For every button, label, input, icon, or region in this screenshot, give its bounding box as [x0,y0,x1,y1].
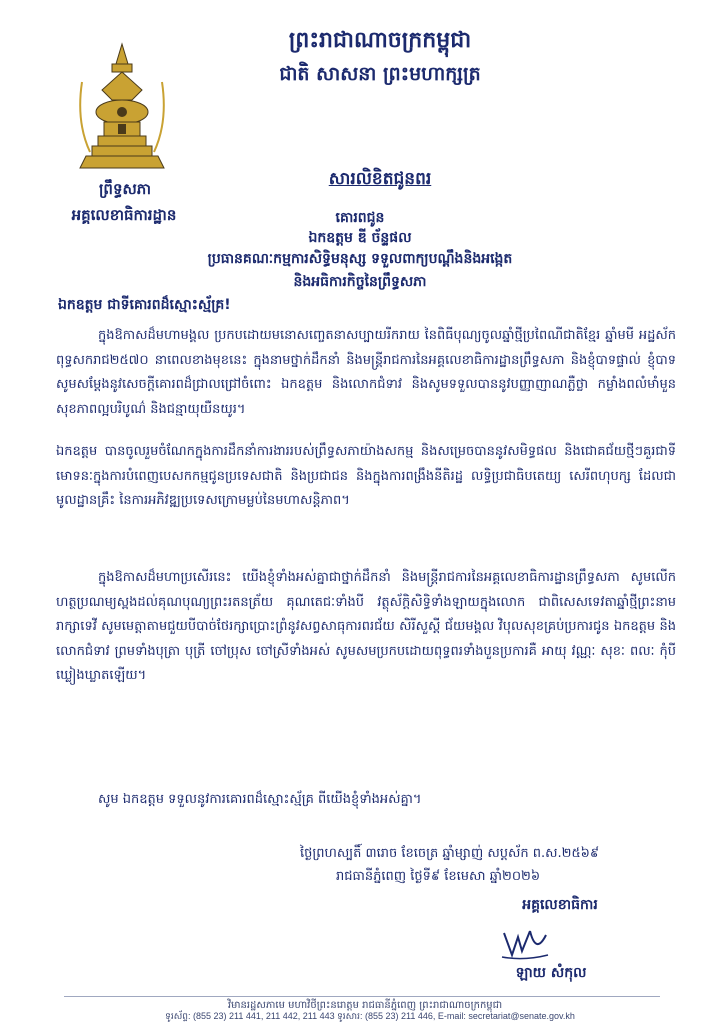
body-paragraph-2: ឯកឧត្តម បានចូលរួមចំណែកក្នុងការដឹកនាំការងាររបស់ព្រឹទ្ធសភាយ៉ាងសកម្ម និងសម្រេចបាននូវសមិទ្ធផល និងជោគជ័យថ្មីៗគួរជាទីមោទនៈក្នុងការបំពេញបេសកកម្មជូនប្រទេសជាតិ និងប្រជាជន និងក្នុងការពង្រឹងនីតិរដ្ឋ លទ្ធិប្រជាធិបតេយ្យ សេរីពហុបក្ស ដែលជាមូលដ្ឋានគ្រឹះ នៃការអភិវឌ្ឍប្រទេសក្រោមម្លប់នៃមហាសន្តិភាព។ [56,444,676,508]
body-paragraph-3: ក្នុងឱកាសដ៏មហាប្រសើរនេះ យើងខ្ញុំទាំងអស់គ្នាជាថ្នាក់ដឹកនាំ និងមន្ត្រីរាជការនៃអគ្គលេខាធិការដ្ឋានព្រឹទ្ធសភា សូមលើកហត្ថប្រណម្យស្ពងដល់គុណបុណ្យព្រះរតនត្រ័យ គុណតេជៈទាំងបី វត្ថុស័ក្តិសិទ្ធិទាំងឡាយក្នុងលោក ជាពិសេសទេវតាឆ្នាំថ្មីព្រះនាម រាក្សាទេវី សូមមេត្តាតាមជួយបីបាច់ថែរក្សាប្រោះព្រំនូវសព្វសាធុការពរជ័យ សិរីសួស្តី ជ័យមង្គល វិបុលសុខគ្រប់ប្រការជូន ឯកឧត្តម និងលោកជំទាវ ព្រមទាំងបុត្រា បុត្រី ចៅប្រុស ចៅស្រីទាំងអស់ សូមសមប្រកបដោយពុទ្ធពរទាំងបួនប្រការគឺ អាយុ វណ្ណៈ សុខៈ ពលៈ កុំបីឃ្លៀងឃ្លាតឡើយ។ [56,570,676,683]
footer-address: វិមានរដ្ឋសភាមេ មហាវិថីព្រះនរោត្តម រាជធានីភ្នំពេញ ព្រះរាជាណាចក្រកម្ពុជា [227,1000,503,1011]
respectfully-label: គោរពជូន [335,210,385,226]
signatory-name: ឡាយ សំកុល [515,965,587,981]
senate-emblem-icon [72,42,172,174]
recipient-position-line2: និងអធិការកិច្ចនៃព្រឹទ្ធសភា [293,274,427,290]
solar-date: រាជធានីភ្នំពេញ ថ្ងៃទី៩ ខែមេសា ឆ្នាំ២០២៦ [336,869,541,884]
org-department: អគ្គលេខាធិការដ្ឋាន [71,206,177,224]
document-type-title: សារលិខិតជូនពរ [328,169,432,189]
salutation: ឯកឧត្តម ជាទីគោរពដ៏ស្មោះស្ម័គ្រ! [58,297,231,313]
footer-divider [64,996,660,997]
handwritten-signature-icon [500,925,550,963]
footer-contact: ទូរស័ព្ទ: (855 23) 211 441, 211 442, 211 443 ទូរសារ: (855 23) 211 446, E-mail: secretariat@senate.gov.kh [165,1011,575,1021]
kingdom-heading: ព្រះរាជាណាចក្រកម្ពុជា [288,28,472,53]
body-paragraph-1: ក្នុងឱកាសដ៏មហាមង្គល ប្រកបដោយមនោសញ្ចេតនាសប្បាយរីករាយ នៃពិធីបុណ្យចូលឆ្នាំថ្មីប្រពៃណីជាតិខ្មែរ ឆ្នាំមមី អដ្ឋស័ក ពុទ្ធសករាជ២៥៧០ នាពេលខាងមុខនេះ ក្នុងនាមថ្នាក់ដឹកនាំ និងមន្ត្រីរាជការនៃអគ្គលេខាធិការដ្ឋានព្រឹទ្ធសភា និងខ្ញុំបាទផ្ទាល់ ខ្ញុំបាទសូមសម្តែងនូវសេចក្តីគោរពដ៏ជ្រាលជ្រៅចំពោះ ឯកឧត្តម និងលោកជំទាវ និងសូមទទួលបាននូវបញ្ញាញាណភ្លឺថ្លា កម្លាំងពលំមាំមួន សុខភាពល្អបរិបូណ៌ និងជន្មាយុយឺនយូរ។ [56,328,676,417]
recipient-name: ឯកឧត្តម ឌី ច័ន្ទផល [308,230,412,246]
signatory-title: អគ្គលេខាធិការ [522,897,598,913]
lunar-date: ថ្ងៃព្រហស្បតិ៍ ៣រោច ខែចេត្រ ឆ្នាំម្សាញ់ សប្តស័ក ព.ស.២៥៦៩ [300,846,600,861]
org-name: ព្រឹទ្ធសភា [98,180,152,198]
national-motto: ជាតិ សាសនា ព្រះមហាក្សត្រ [279,63,481,85]
recipient-position-line1: ប្រធានគណៈកម្មការសិទ្ធិមនុស្ស ទទួលពាក្យបណ្តឹងនិងអង្កេត [207,251,513,267]
closing-paragraph: សូម ឯកឧត្តម ទទួលនូវការគោរពដ៏ស្មោះស្ម័គ្រ ពីយើងខ្ញុំទាំងអស់គ្នា។ [98,792,422,807]
